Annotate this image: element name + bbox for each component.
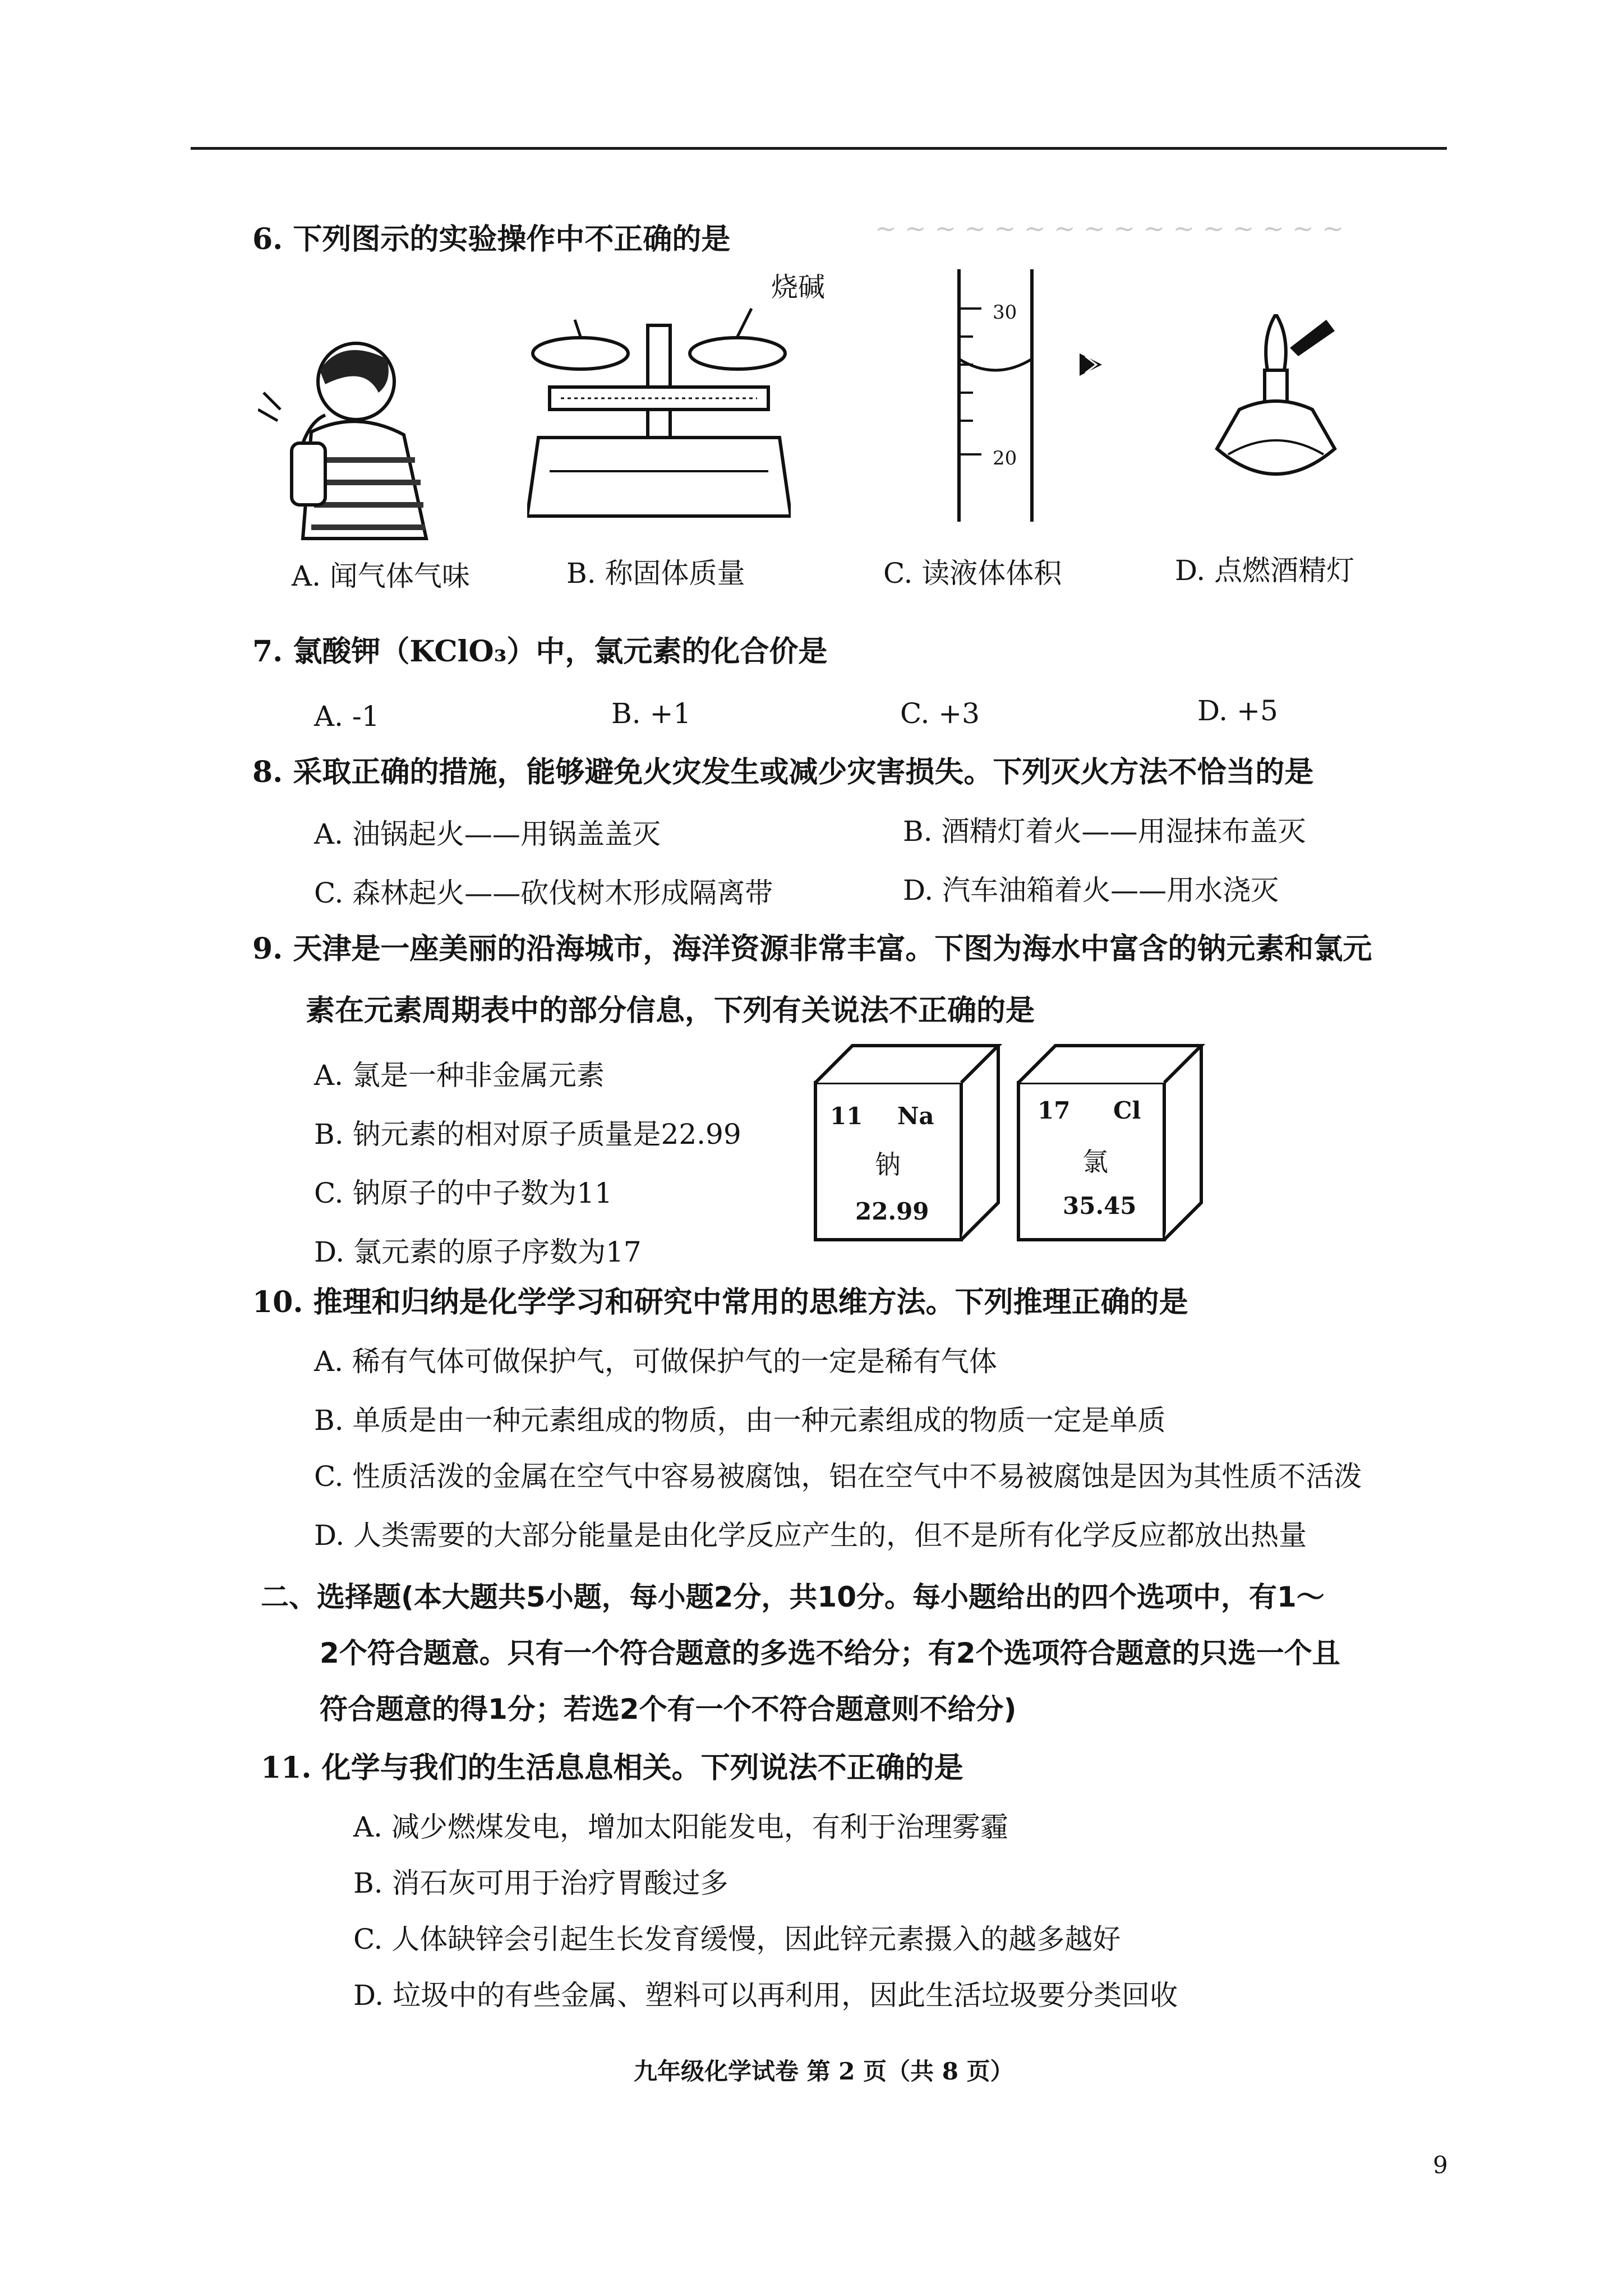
- na-atomic-number: 11: [830, 1102, 863, 1130]
- q8-stem: 8. 采取正确的措施，能够避免火灾发生或减少灾害损失。下列灭火方法不恰当的是: [252, 755, 1314, 789]
- q6-stem: 6. 下列图示的实验操作中不正确的是: [252, 222, 731, 256]
- q8-option-d: D. 汽车油箱着火——用水浇灭: [903, 874, 1279, 907]
- q8-option-a: A. 油锅起火——用锅盖盖灭: [314, 818, 661, 850]
- q6-option-b: B. 称固体质量: [566, 557, 745, 590]
- q7-stem: 7. 氯酸钾（KClO₃）中，氯元素的化合价是: [252, 634, 828, 669]
- top-rule: [191, 147, 1447, 150]
- q10-option-a: A. 稀有气体可做保护气，可做保护气的一定是稀有气体: [314, 1345, 997, 1378]
- cl-atomic-mass: 35.45: [1063, 1192, 1137, 1220]
- q7-option-b: B. +1: [611, 697, 691, 730]
- q10-stem: 10. 推理和归纳是化学学习和研究中常用的思维方法。下列推理正确的是: [252, 1285, 1188, 1319]
- smelling-gas-illustration: [258, 331, 449, 544]
- scale-top-label: 30: [993, 301, 1017, 324]
- balance-label: 烧碱: [771, 272, 826, 303]
- na-symbol: Na: [897, 1102, 934, 1130]
- q10-option-d: D. 人类需要的大部分能量是由化学反应产生的，但不是所有化学反应都放出热量: [314, 1519, 1307, 1552]
- q11-option-d: D. 垃圾中的有些金属、塑料可以再利用，因此生活垃圾要分类回收: [353, 1979, 1178, 2012]
- na-name: 钠: [875, 1149, 901, 1180]
- balance-illustration: [527, 303, 791, 527]
- section2-line1: 二、选择题(本大题共5小题，每小题2分，共10分。每小题给出的四个选项中，有1～: [261, 1581, 1325, 1613]
- q9-option-b: B. 钠元素的相对原子质量是22.99: [314, 1118, 741, 1151]
- q9-stem-line2: 素在元素周期表中的部分信息，下列有关说法不正确的是: [306, 993, 1035, 1028]
- alcohol-lamp-illustration: [1206, 314, 1363, 527]
- scale-bottom-label: 20: [993, 447, 1017, 470]
- bleed-through-text: ~ ~ ~ ~ ~ ~ ~ ~ ~ ~ ~ ~ ~ ~ ~ ~: [875, 213, 1344, 243]
- q8-option-c: C. 森林起火——砍伐树木形成隔离带: [314, 877, 773, 909]
- q6-option-d: D. 点燃酒精灯: [1175, 554, 1355, 587]
- q11-option-c: C. 人体缺锌会引起生长发育缓慢，因此锌元素摄入的越多越好: [353, 1923, 1121, 1955]
- q6-option-a: A. 闻气体气味: [292, 560, 470, 592]
- cl-symbol: Cl: [1113, 1097, 1141, 1124]
- q9-stem-line1: 9. 天津是一座美丽的沿海城市，海洋资源非常丰富。下图为海水中富含的钠元素和氯元: [252, 932, 1372, 966]
- q8-option-b: B. 酒精灯着火——用湿抹布盖灭: [903, 815, 1306, 848]
- q10-option-b: B. 单质是由一种元素组成的物质，由一种元素组成的物质一定是单质: [314, 1404, 1166, 1437]
- q9-option-d: D. 氯元素的原子序数为17: [314, 1236, 642, 1268]
- na-atomic-mass: 22.99: [855, 1198, 929, 1225]
- page-footer: 九年级化学试卷 第 2 页（共 8 页）: [634, 2058, 1014, 2085]
- q11-stem: 11. 化学与我们的生活息息相关。下列说法不正确的是: [261, 1751, 963, 1785]
- cylinder-reading-illustration: [942, 269, 1211, 527]
- q7-option-c: C. +3: [900, 697, 980, 730]
- q6-option-c: C. 读液体体积: [883, 557, 1062, 590]
- q9-option-c: C. 钠原子的中子数为11: [314, 1177, 612, 1209]
- q7-option-d: D. +5: [1197, 694, 1278, 727]
- cl-atomic-number: 17: [1038, 1097, 1071, 1124]
- section2-line2: 2个符合题意。只有一个符合题意的多选不给分；有2个选项符合题意的只选一个且: [320, 1637, 1340, 1669]
- q9-option-a: A. 氯是一种非金属元素: [314, 1059, 605, 1092]
- q7-option-a: A. -1: [314, 700, 380, 733]
- q11-option-a: A. 减少燃煤发电，增加太阳能发电，有利于治理雾霾: [353, 1811, 1008, 1843]
- q11-option-b: B. 消石灰可用于治疗胃酸过多: [353, 1867, 728, 1899]
- page-number: 9: [1433, 2151, 1448, 2179]
- section2-line3: 符合题意的得1分；若选2个有一个不符合题意则不给分): [320, 1693, 1017, 1726]
- cl-name: 氯: [1082, 1147, 1108, 1177]
- q10-option-c: C. 性质活泼的金属在空气中容易被腐蚀，铝在空气中不易被腐蚀是因为其性质不活泼: [314, 1460, 1362, 1493]
